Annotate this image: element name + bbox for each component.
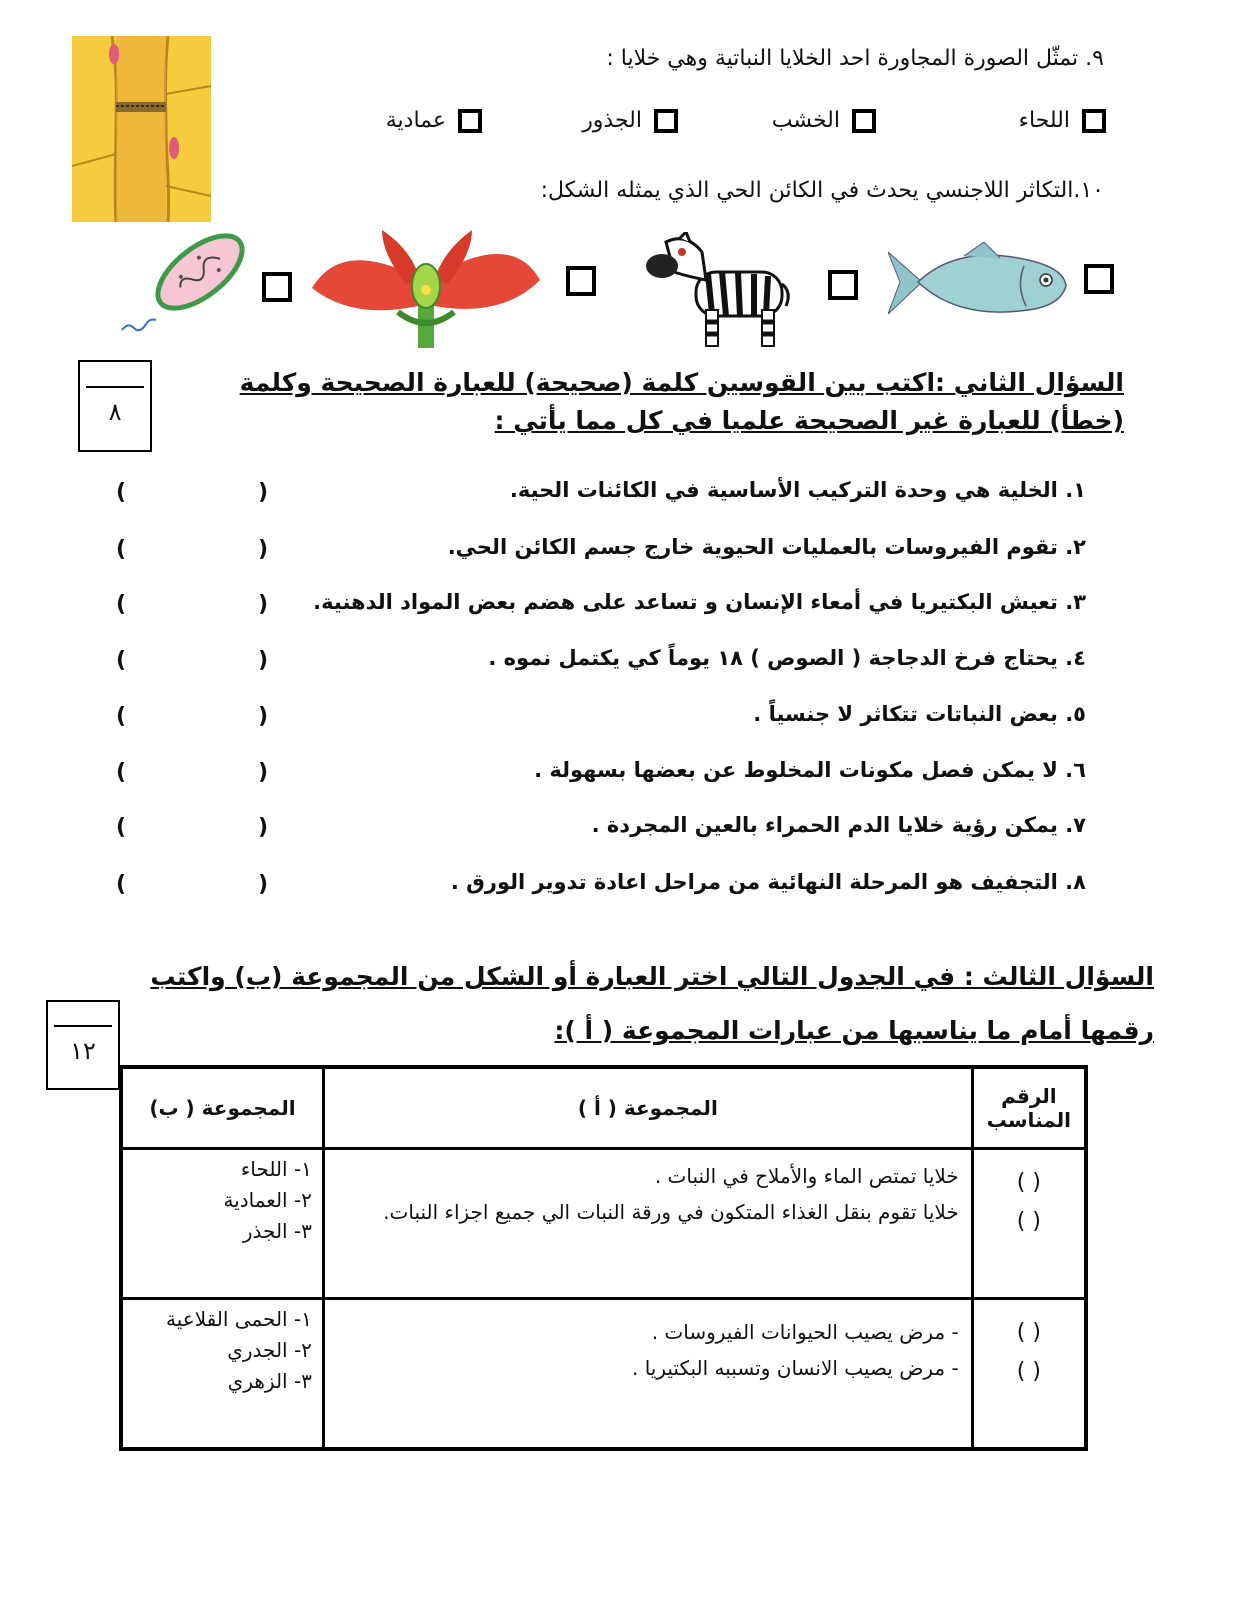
group-a-item: خلايا تمتص الماء والأملاح في النبات . — [654, 1164, 959, 1188]
zebra-image — [646, 232, 792, 350]
checkbox-bacterium[interactable] — [262, 272, 292, 302]
statement-5: ٥. بعض النباتات تتكاثر لا جنسياً . — [753, 702, 1086, 726]
answer-open-paren: ( — [258, 592, 269, 617]
answer-open-paren: ( — [258, 704, 269, 729]
bacterium-image — [120, 232, 248, 336]
answer-open-paren: ( — [258, 648, 269, 673]
checkbox-roots[interactable] — [654, 109, 678, 133]
answer-close-paren: ) — [116, 704, 127, 729]
group-b-item: ١- اللحاء — [240, 1157, 312, 1181]
matching-table — [119, 1065, 1088, 1451]
answer-slot[interactable]: ( ) — [1016, 1170, 1041, 1195]
score-box-section-2 — [78, 360, 152, 452]
checkbox-flower[interactable] — [566, 266, 596, 296]
statement-3: ٣. تعيش البكتيريا في أمعاء الإنسان و تساعد على هضم بعض المواد الدهنية. — [313, 590, 1086, 614]
answer-close-paren: ) — [116, 872, 127, 897]
group-b-cell — [121, 1299, 323, 1450]
score-line — [86, 386, 144, 388]
header-number: الرقم المناسب — [972, 1067, 1086, 1149]
number-cell — [972, 1149, 1086, 1299]
group-a-item: خلايا تقوم بنقل الغذاء المتكون في ورقة النبات الي جميع اجزاء النبات. — [383, 1200, 959, 1224]
score-box-section-3 — [46, 1000, 120, 1090]
answer-slot[interactable]: ( ) — [1016, 1209, 1041, 1234]
section-2-title: السؤال الثاني :اكتب بين القوسين كلمة (صحيحة) للعبارة الصحيحة وكلمة (خطأ) للعبارة غير الصحيحة علميا في كل مما يأتي : — [239, 368, 1124, 435]
answer-slot[interactable]: ( ) — [1016, 1359, 1041, 1384]
score-line — [54, 1025, 112, 1027]
question-10: ١٠.التكاثر اللاجنسي يحدث في الكائن الحي الذي يمثله الشكل: — [540, 178, 1104, 203]
section-3-title: السؤال الثالث : في الجدول التالي اختر العبارة أو الشكل من المجموعة (ب) واكتب رقمها أمام ما يناسبها من عبارات المجموعة ( أ ): — [150, 962, 1154, 1045]
group-b-item: ٢- العمادية — [223, 1188, 312, 1212]
answer-close-paren: ) — [116, 760, 127, 785]
option-phloem[interactable] — [1019, 108, 1106, 133]
plant-cell-image — [72, 36, 211, 222]
answer-close-paren: ) — [116, 648, 127, 673]
statement-1: ١. الخلية هي وحدة التركيب الأساسية في الكائنات الحية. — [509, 478, 1086, 502]
header-group-b: المجموعة ( ب) — [121, 1067, 323, 1149]
answer-open-paren: ( — [258, 537, 269, 562]
answer-open-paren: ( — [258, 815, 269, 840]
header-group-a: المجموعة ( أ ) — [323, 1067, 972, 1149]
statement-4: ٤. يحتاج فرخ الدجاجة ( الصوص ) ١٨ يوماً كي يكتمل نموه . — [488, 646, 1086, 670]
group-b-item: ١- الحمى القلاعية — [166, 1307, 312, 1331]
answer-open-paren: ( — [258, 480, 269, 505]
option-palisade[interactable] — [386, 108, 482, 133]
score-value: ٨ — [108, 398, 122, 426]
checkbox-zebra[interactable] — [828, 270, 858, 300]
answer-close-paren: ) — [116, 592, 127, 617]
checkbox-phloem[interactable] — [1082, 109, 1106, 133]
answer-close-paren: ) — [116, 537, 127, 562]
group-a-item: - مرض يصيب الحيوانات الفيروسات . — [651, 1320, 959, 1344]
option-label: الجذور — [582, 108, 642, 133]
option-label: عمادية — [385, 108, 446, 133]
group-b-item: ٢- الجدري — [227, 1338, 312, 1362]
answer-close-paren: ) — [116, 480, 127, 505]
group-b-cell — [121, 1149, 323, 1299]
statement-6: ٦. لا يمكن فصل مكونات المخلوط عن بعضها بسهولة . — [534, 758, 1086, 782]
question-9: ٩. تمثّل الصورة المجاورة احد الخلايا النباتية وهي خلايا : — [606, 46, 1104, 71]
option-label: اللحاء — [1018, 108, 1070, 133]
group-b-item: ٣- الجذر — [242, 1219, 312, 1243]
answer-open-paren: ( — [258, 872, 269, 897]
group-b-item: ٣- الزهري — [227, 1369, 312, 1393]
table-row — [121, 1299, 1086, 1450]
statement-2: ٢. تقوم الفيروسات بالعمليات الحيوية خارج جسم الكائن الحي. — [447, 535, 1086, 559]
table-row — [121, 1149, 1086, 1299]
answer-slot[interactable]: ( ) — [1016, 1320, 1041, 1345]
question-9-options — [346, 108, 1106, 152]
option-xylem[interactable] — [772, 108, 876, 133]
checkbox-xylem[interactable] — [852, 109, 876, 133]
score-value: ١٢ — [70, 1037, 96, 1065]
number-cell — [972, 1299, 1086, 1450]
statement-8: ٨. التجفيف هو المرحلة النهائية من مراحل اعادة تدوير الورق . — [450, 870, 1086, 894]
group-a-item: - مرض يصيب الانسان وتسببه البكتيريا . — [631, 1356, 959, 1380]
table-header-row — [121, 1067, 1086, 1149]
answer-open-paren: ( — [258, 760, 269, 785]
checkbox-palisade[interactable] — [458, 109, 482, 133]
option-roots[interactable] — [582, 108, 678, 133]
flower-image — [312, 230, 540, 348]
option-label: الخشب — [771, 108, 840, 133]
group-a-cell — [323, 1149, 972, 1299]
group-a-cell — [323, 1299, 972, 1450]
answer-close-paren: ) — [116, 815, 127, 840]
statement-7: ٧. يمكن رؤية خلايا الدم الحمراء بالعين المجردة . — [591, 813, 1086, 837]
fish-image — [888, 242, 1068, 322]
checkbox-fish[interactable] — [1084, 264, 1114, 294]
